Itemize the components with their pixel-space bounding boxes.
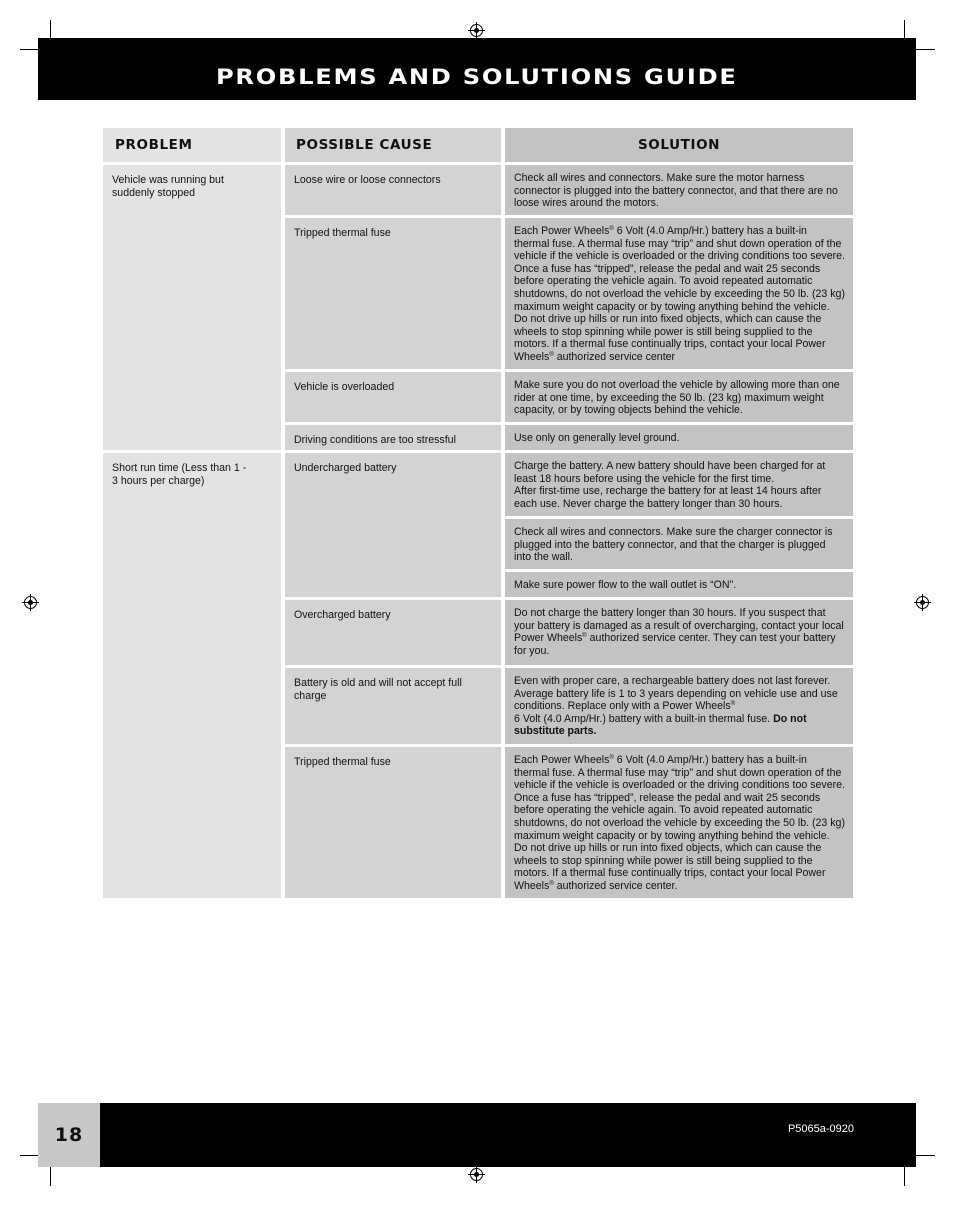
registration-mark-icon (470, 1168, 483, 1181)
solution-text: 6 Volt (4.0 Amp/Hr.) battery has a built-in thermal fuse. A thermal fuse may “trip” and shut down operation of the vehicle if the vehicle is overloaded or the driving conditions too severe. Once a fuse has “tripped”, release the pedal and wait 25 seconds before operating the vehicle again. To avoid repeated automatic shutdowns, do not overload the vehicle by exceeding the 50 lb. (23 kg) maximum weight capacity or by towing anything behind the vehicle. Do not drive up hills or run into fixed objects, which can cause the wheels to stop spinning while power is still being supplied to the motors. If a thermal fuse continually trips, contact your local Power Wheels (514, 225, 845, 363)
solution-text: authorized service center (553, 350, 676, 363)
problem-text: Short run time (Less than 1 - 3 hours per charge) (112, 462, 247, 487)
page-number: 18 (38, 1103, 100, 1167)
solution-cell (505, 668, 853, 744)
solution-cell (505, 165, 853, 215)
solution-text: Charge the battery. A new battery should have been charged for at least 18 hours before using the vehicle for the first time. (514, 460, 826, 485)
cause-text: Overcharged battery (294, 609, 391, 621)
registration-mark-icon (916, 596, 929, 609)
column-header-cause (285, 128, 501, 162)
cause-cell (285, 747, 501, 898)
header-label: POSSIBLE CAUSE (296, 137, 433, 153)
registered-mark: ® (582, 633, 587, 640)
cause-text: Loose wire or loose connectors (294, 174, 441, 186)
solution-text: Check all wires and connectors. Make sure the charger connector is plugged into the battery connector, and that the charger is plugged into the wall. (514, 526, 833, 564)
solution-text: Each Power Wheels (514, 754, 610, 766)
registered-mark: ® (730, 701, 736, 708)
solution-text: 6 Volt (4.0 Amp/Hr.) battery with a built-in thermal fuse. (514, 712, 774, 725)
problem-cell (103, 165, 281, 450)
solution-text: Do not charge the battery longer than 30 hours. If you suspect that your battery is damaged as a result of overcharging, contact your local Power Wheels (514, 607, 844, 645)
header-label: PROBLEM (115, 137, 193, 153)
solution-cell (505, 425, 853, 450)
cause-cell (285, 372, 501, 422)
solution-text: Check all wires and connectors. Make sure the motor harness connector is plugged into the battery connector, and that there are no loose wires around the motors. (514, 172, 838, 210)
column-header-solution (505, 128, 853, 162)
page-footer (38, 1103, 916, 1167)
cause-cell (285, 218, 501, 369)
registered-mark: ® (609, 755, 614, 761)
solution-cell (505, 453, 853, 516)
registered-mark: ® (609, 226, 614, 232)
cause-text: Tripped thermal fuse (294, 756, 391, 768)
solution-text: Each Power Wheels (514, 225, 610, 237)
registered-mark: ® (549, 880, 554, 887)
solution-cell (505, 572, 853, 597)
header-label: SOLUTION (637, 137, 721, 153)
cause-text: Undercharged battery (294, 462, 397, 474)
solution-text: Even with proper care, a rechargeable battery does not last forever. Average battery life is 1 to 3 years depending on vehicle use and use conditions. Replace only with a Power Wheels (514, 675, 838, 713)
solution-text: authorized service center. (553, 879, 678, 892)
solution-text: Make sure you do not overload the vehicle by allowing more than one rider at one time, by exceeding the 50 lb. (23 kg) maximum weight capacity, or by towing objects behind the vehicle. (514, 379, 840, 417)
registered-mark: ® (549, 351, 554, 358)
solution-cell (505, 600, 853, 665)
problem-cell (103, 453, 281, 898)
cause-text: Tripped thermal fuse (294, 227, 391, 239)
cause-cell (285, 165, 501, 215)
solution-emphasis: Do not substitute parts. (514, 712, 807, 738)
column-header-problem (103, 128, 281, 162)
cause-text: Vehicle is overloaded (294, 381, 395, 393)
cause-cell (285, 668, 501, 744)
solution-cell (505, 218, 853, 369)
solution-text: authorized service center. They can test your battery for you. (514, 632, 836, 657)
solution-text: After first-time use, recharge the battery for at least 14 hours after each use. Never charge the battery longer than 30 hours. (514, 485, 822, 510)
registration-mark-icon (24, 596, 37, 609)
cause-cell (285, 600, 501, 665)
cause-text: Battery is old and will not accept full charge (294, 677, 462, 702)
solution-cell (505, 372, 853, 422)
page-header (38, 38, 916, 100)
solution-text: 6 Volt (4.0 Amp/Hr.) battery has a built-in thermal fuse. A thermal fuse may “trip” and shut down operation of the vehicle if the vehicle is overloaded or the driving conditions too severe. Once a fuse has “tripped”, release the pedal and wait 25 seconds before operating the vehicle again. To avoid repeated automatic shutdowns, do not overload the vehicle by exceeding the 50 lb. (23 kg) maximum weight capacity or by towing anything behind the vehicle. Do not drive up hills or run into fixed objects, which can cause the wheels to stop spinning while power is still being supplied to the motors. If a thermal fuse continually trips, contact your local Power Wheels (514, 754, 845, 892)
document-code: P5065a-0920 (787, 1123, 854, 1135)
problem-text: Vehicle was running but suddenly stopped (112, 174, 224, 199)
cause-text: Driving conditions are too stressful (294, 434, 456, 446)
solution-text: Make sure power flow to the wall outlet is “ON". (514, 579, 737, 591)
solution-text: Use only on generally level ground. (514, 432, 680, 444)
registration-mark-icon (470, 24, 483, 37)
page-title: PROBLEMS AND SOLUTIONS GUIDE (216, 65, 738, 89)
solution-cell (505, 519, 853, 569)
solution-cell (505, 747, 853, 898)
cause-cell (285, 453, 501, 597)
cause-cell (285, 425, 501, 450)
